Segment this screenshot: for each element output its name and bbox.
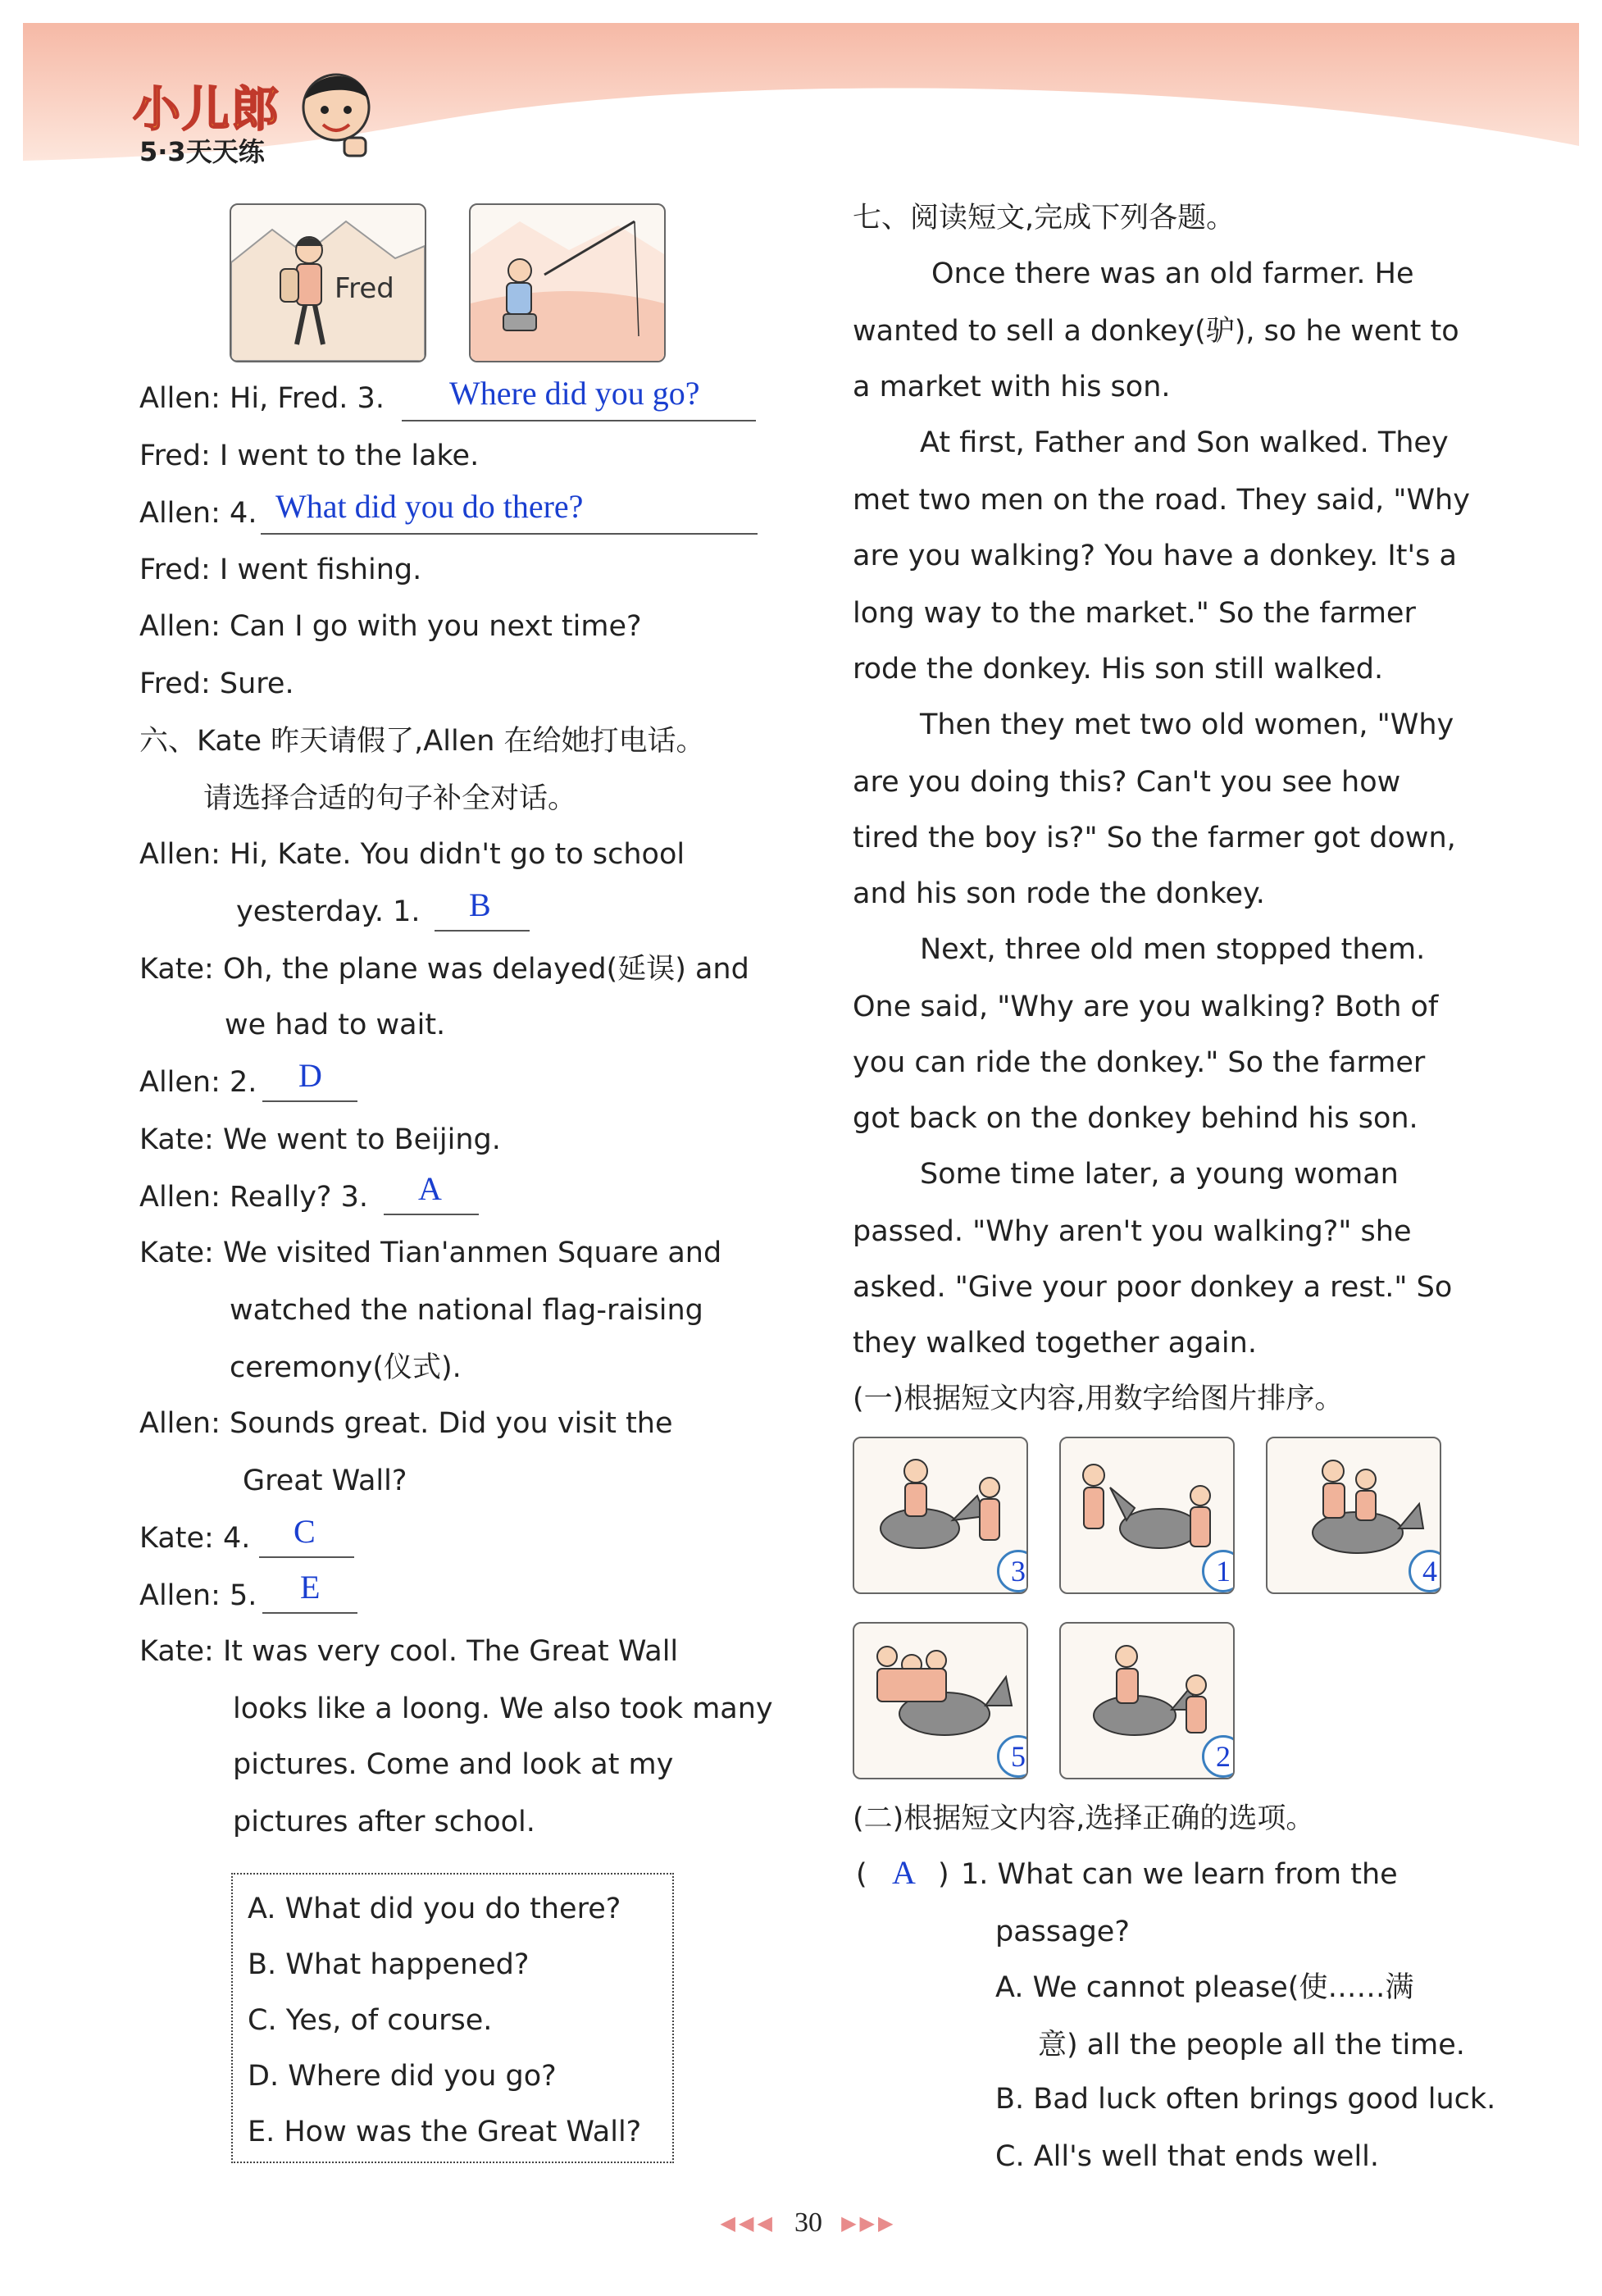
answer-blank (261, 533, 758, 535)
order-number: 4 (1409, 1550, 1441, 1592)
passage-line: are you walking? You have a donkey. It's a (853, 540, 1457, 572)
dialog-line-2 (139, 438, 479, 474)
answer-text: E (300, 1569, 321, 1606)
dialog-text: Can I go with you next time? (230, 610, 642, 643)
dialog-text: Sure. (219, 667, 294, 700)
question-1-text-cont: passage? (995, 1916, 1130, 1948)
prev-arrows-icon: ◀◀◀ (720, 2212, 776, 2234)
answer-text: Where did you go? (449, 375, 700, 412)
passage-line: Then they met two old women, "Why (920, 708, 1454, 741)
answer-text: What did you do there? (275, 488, 584, 525)
s6-line: Allen: 2. (139, 1066, 257, 1099)
passage-line: got back on the donkey behind his son. (853, 1102, 1418, 1135)
option-e: E. How was the Great Wall? (248, 2116, 642, 2148)
s6-line: yesterday. 1. (236, 895, 421, 928)
order-number: 3 (997, 1550, 1028, 1592)
story-picture-4 (853, 1622, 1028, 1779)
order-number: 1 (1202, 1550, 1235, 1592)
option-c: C. Yes, of course. (248, 2004, 493, 2037)
s6-line: we had to wait. (225, 1009, 446, 1041)
fishing-picture (469, 203, 666, 362)
option-b: B. Bad luck often brings good luck. (995, 2083, 1496, 2116)
s6-line: Kate: It was very cool. The Great Wall (139, 1635, 679, 1668)
option-b: B. What happened? (248, 1948, 530, 1981)
s6-line: Allen: 5. (139, 1579, 257, 1612)
dialog-line-6 (139, 666, 294, 702)
option-a: A. We cannot please(使……满 (995, 1971, 1414, 2004)
answer-blank (435, 930, 530, 932)
answer-blank (384, 1214, 479, 1215)
footer-nav (677, 2207, 940, 2248)
passage-line: they walked together again. (853, 1327, 1257, 1360)
dialog-text: I went to the lake. (219, 440, 480, 472)
story-picture-5 (1059, 1622, 1235, 1779)
speaker: Fred: (139, 440, 211, 472)
passage-line: are you doing this? Can't you see how (853, 766, 1401, 799)
brand-subtitle: 5·3天天练 (139, 136, 265, 167)
speaker: Allen: (139, 610, 221, 643)
s6-line: Kate: We went to Beijing. (139, 1123, 501, 1156)
brand-logo (123, 62, 385, 169)
s6-line: Allen: Really? 3. (139, 1181, 369, 1214)
sub-question-1-title: (一)根据短文内容,用数字给图片排序。 (853, 1383, 1344, 1415)
passage-line: rode the donkey. His son still walked. (853, 653, 1384, 686)
passage-line: One said, "Why are you walking? Both of (853, 991, 1439, 1023)
dialog-line-3 (139, 495, 257, 531)
passage-line: long way to the market." So the farmer (853, 597, 1416, 630)
answer-text: D (298, 1057, 322, 1094)
options-box (231, 1873, 674, 2163)
s6-line: pictures. Come and look at my (233, 1748, 674, 1781)
answer-text: B (469, 886, 491, 923)
answer-blank (262, 1100, 357, 1102)
s6-line: watched the national flag-raising (230, 1294, 703, 1327)
passage-line: wanted to sell a donkey(驴), so he went to (853, 315, 1459, 348)
s6-line: pictures after school. (233, 1806, 535, 1838)
passage-line: Once there was an old farmer. He (931, 257, 1414, 290)
question-1-answer: A (892, 1854, 916, 1891)
dialog-line-5 (139, 608, 642, 645)
sub-question-2-title: (二)根据短文内容,选择正确的选项。 (853, 1802, 1315, 1835)
option-a-cont: 意) all the people all the time. (1038, 2029, 1465, 2061)
s6-line: ceremony(仪式). (230, 1351, 462, 1384)
option-a: A. What did you do there? (248, 1893, 621, 1925)
answer-blank (259, 1556, 354, 1558)
s6-line: Kate: We visited Tian'anmen Square and (139, 1237, 722, 1269)
fred-hiking-picture (230, 203, 426, 362)
dialog-text: I went fishing. (219, 554, 422, 586)
passage-line: Some time later, a young woman (920, 1158, 1399, 1191)
passage-line: At first, Father and Son walked. They (920, 426, 1449, 459)
picture-label-fred: Fred (335, 272, 394, 305)
question-1-close-paren: ) (938, 1858, 949, 1891)
passage-line: you can ride the donkey." So the farmer (853, 1046, 1426, 1079)
option-d: D. Where did you go? (248, 2060, 557, 2093)
answer-blank (262, 1612, 357, 1614)
s6-line: Kate: 4. (139, 1522, 251, 1555)
mascot-boy-icon (287, 62, 385, 161)
speaker: Fred: (139, 667, 211, 700)
dialog-text: Hi, Fred. 3. (230, 382, 385, 415)
answer-text: C (294, 1513, 316, 1550)
page-number: 30 (794, 2207, 822, 2238)
passage-line: Next, three old men stopped them. (920, 933, 1426, 966)
dialog-line-4 (139, 552, 421, 588)
story-picture-2 (1059, 1437, 1235, 1594)
passage-line: a market with his son. (853, 371, 1171, 403)
section6-instruction: 请选择合适的句子补全对话。 (203, 782, 577, 815)
passage-line: passed. "Why aren't you walking?" she (853, 1215, 1412, 1248)
section7-title: 七、阅读短文,完成下列各题。 (853, 202, 1236, 235)
option-c: C. All's well that ends well. (995, 2140, 1380, 2173)
brand-logo-text: 小儿郎 (133, 81, 281, 137)
passage-line: tired the boy is?" So the farmer got down, (853, 822, 1456, 854)
s6-line: Allen: Hi, Kate. You didn't go to school (139, 838, 685, 871)
passage-line: met two men on the road. They said, "Why (853, 484, 1470, 517)
order-number: 5 (997, 1735, 1028, 1778)
s6-line: Great Wall? (243, 1465, 407, 1497)
dialog-text: 4. (230, 497, 257, 530)
answer-blank (402, 420, 756, 421)
section6-title: 六、Kate 昨天请假了,Allen 在给她打电话。 (139, 725, 705, 758)
speaker: Allen: (139, 497, 221, 530)
passage-line: asked. "Give your poor donkey a rest." So (853, 1271, 1453, 1304)
passage-line: and his son rode the donkey. (853, 877, 1265, 910)
speaker: Fred: (139, 554, 211, 586)
dialog-line-1 (139, 380, 385, 417)
s6-line: Kate: Oh, the plane was delayed(延误) and (139, 953, 749, 986)
question-1-open-paren: ( (856, 1858, 867, 1891)
s6-line: Allen: Sounds great. Did you visit the (139, 1407, 673, 1440)
story-picture-3 (1266, 1437, 1441, 1594)
story-picture-1 (853, 1437, 1028, 1594)
s6-line: looks like a loong. We also took many (233, 1692, 773, 1725)
next-arrows-icon: ▶▶▶ (841, 2212, 897, 2234)
speaker: Allen: (139, 382, 221, 415)
order-number: 2 (1202, 1735, 1235, 1778)
question-1-text: 1. What can we learn from the (961, 1858, 1398, 1891)
answer-text: A (418, 1170, 442, 1207)
